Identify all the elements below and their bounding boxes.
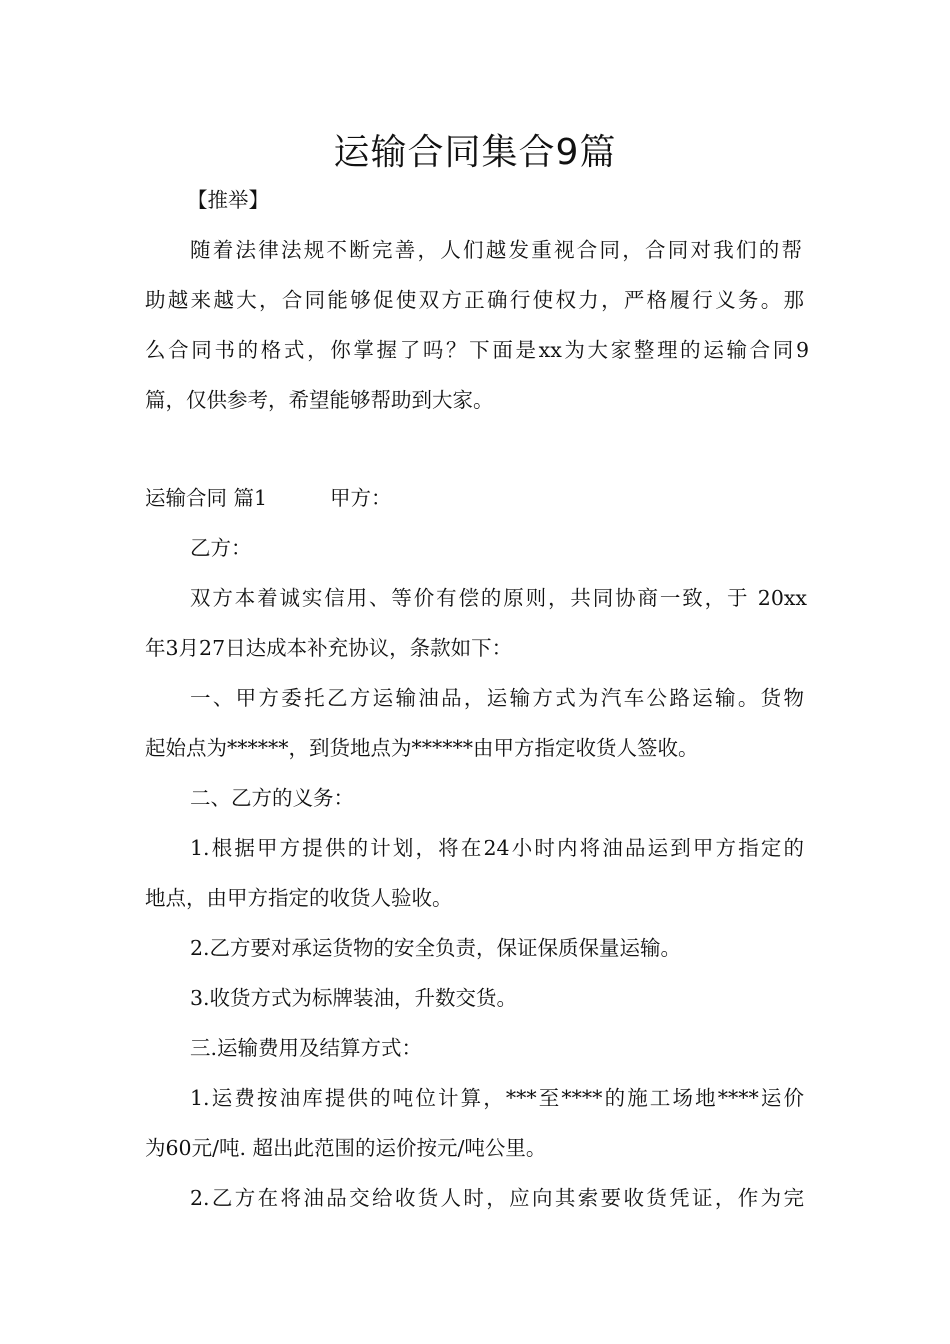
recommend-tag: 【推举】 <box>187 188 269 212</box>
content-line: 地点，由甲方指定的收货人验收。 <box>145 886 453 910</box>
content-line: 双方本着诚实信用、等价有偿的原则，共同协商一致，于 20xx <box>190 586 807 610</box>
content-line: 三.运输费用及结算方式： <box>190 1036 423 1060</box>
document-title: 运输合同集合9篇 <box>333 132 617 173</box>
content-line: 为60元/吨. 超出此范围的运价按元/吨公里。 <box>145 1136 547 1160</box>
content-line: 年3月27日达成本补充协议，条款如下： <box>145 636 513 660</box>
intro-line: 么合同书的格式，你掌握了吗？下面是xx为大家整理的运输合同9 <box>145 338 809 362</box>
content-line: 3.收货方式为标牌装油，升数交货。 <box>190 986 518 1010</box>
content-line: 1.运费按油库提供的吨位计算，***至****的施工场地****运价 <box>190 1086 804 1110</box>
content-line: 2.乙方在将油品交给收货人时，应向其索要收货凭证，作为完 <box>190 1186 804 1210</box>
section-heading: 运输合同 篇1 <box>145 486 268 510</box>
content-line: 2.乙方要对承运货物的安全负责，保证保质保量运输。 <box>190 936 682 960</box>
party-a-label: 甲方： <box>330 486 392 510</box>
content-line: 二、乙方的义务： <box>190 786 354 810</box>
party-b-label: 乙方： <box>190 536 252 560</box>
content-line: 一、甲方委托乙方运输油品，运输方式为汽车公路运输。货物 <box>190 686 804 710</box>
content-line: 起始点为******，到货地点为******由甲方指定收货人签收。 <box>145 736 699 760</box>
content-line: 1.根据甲方提供的计划，将在24小时内将油品运到甲方指定的 <box>190 836 804 860</box>
intro-line: 随着法律法规不断完善，人们越发重视合同，合同对我们的帮 <box>190 238 802 262</box>
intro-line: 篇，仅供参考，希望能够帮助到大家。 <box>145 388 494 412</box>
intro-line: 助越来越大，合同能够促使双方正确行使权力，严格履行义务。那 <box>145 288 804 312</box>
